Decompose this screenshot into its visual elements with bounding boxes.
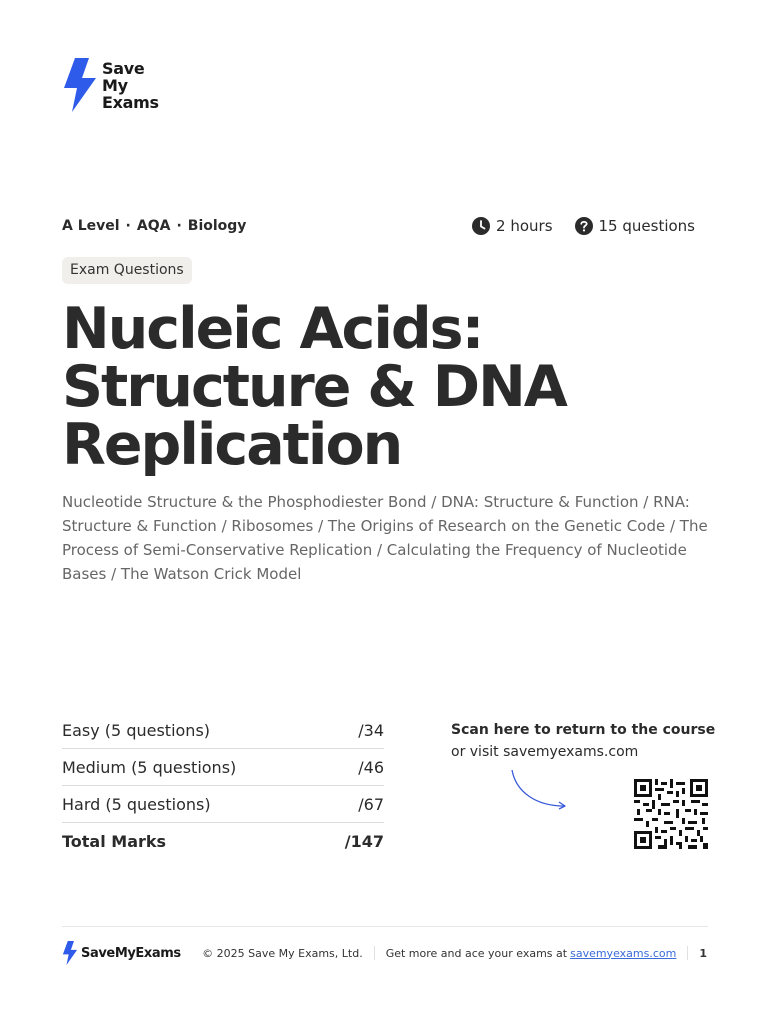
course-breadcrumb (62, 218, 246, 234)
marks-row-hard (62, 786, 384, 823)
curved-arrow-icon (506, 766, 576, 814)
clock-icon (472, 217, 490, 235)
questions-info (575, 217, 695, 235)
exam-info (472, 217, 695, 235)
marks-value: /46 (358, 757, 384, 777)
scan-subtitle: or visit savemyexams.com (451, 744, 639, 760)
brand-logo (62, 58, 159, 112)
total-label: Total Marks (62, 831, 167, 851)
footer-brand-name: SaveMyExams (81, 945, 181, 961)
footer-separator (374, 946, 375, 960)
marks-row-medium (62, 749, 384, 786)
footer-divider (62, 926, 708, 927)
document-type-tag: Exam Questions (62, 257, 192, 284)
brand-wordmark: Save My Exams (102, 58, 159, 112)
page-title: Nucleic Acids: Structure & DNA Replication (62, 296, 566, 478)
website-link[interactable]: savemyexams.com (570, 946, 677, 960)
footer-separator (687, 946, 688, 960)
board-label: AQA (136, 218, 171, 234)
question-icon (575, 217, 593, 235)
marks-value: /67 (358, 794, 384, 814)
subject-label: Biology (187, 218, 247, 234)
footer-logo (62, 940, 181, 966)
total-value: /147 (344, 831, 384, 851)
copyright-text: © 2025 Save My Exams, Ltd. (202, 946, 363, 960)
topic-list: Nucleotide Structure & the Phosphodiester Bond / DNA: Structure & Function / RNA: Structure & Function / Ribosomes / The Origins of Research on the Genetic Code / The Process of Semi-Conservative Replication / Calculating the Frequency of Nucleotide Bases / The Watson Crick Model (62, 493, 708, 583)
questions-label: 15 questions (598, 217, 695, 235)
duration-label: 2 hours (496, 217, 553, 235)
qr-code[interactable] (634, 779, 708, 849)
marks-row-easy (62, 712, 384, 749)
footer-info (202, 946, 707, 960)
marks-label: Hard (5 questions) (62, 794, 211, 814)
level-label: A Level (62, 218, 120, 234)
footer-cta: Get more and ace your exams at (385, 946, 568, 960)
duration-info (472, 217, 552, 235)
marks-label: Medium (5 questions) (62, 757, 237, 777)
marks-row-total (62, 823, 384, 859)
lightning-bolt-icon (62, 940, 78, 966)
marks-label: Easy (5 questions) (62, 720, 211, 740)
separator-dot: · (176, 218, 182, 234)
scan-title: Scan here to return to the course (451, 722, 716, 738)
page-number: 1 (699, 946, 707, 960)
separator-dot: · (125, 218, 131, 234)
marks-value: /34 (358, 720, 384, 740)
marks-table (62, 712, 384, 859)
lightning-bolt-icon (62, 58, 98, 112)
